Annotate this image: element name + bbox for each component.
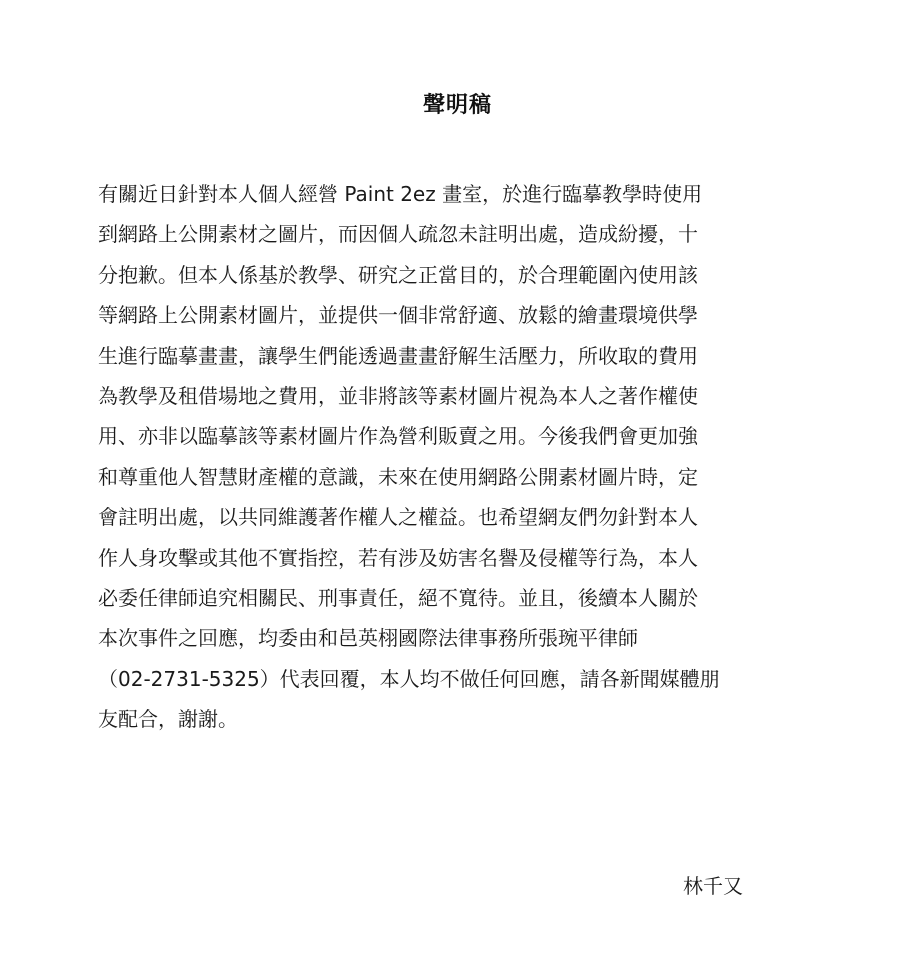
- body-line: 作人身攻擊或其他不實指控，若有涉及妨害名譽及侵權等行為，本人: [98, 545, 698, 570]
- statement-body: [98, 174, 833, 739]
- body-line: 會註明出處，以共同維護著作權人之權益。也希望網友們勿針對本人: [98, 505, 698, 530]
- body-line: （02-2731-5325）代表回覆，本人均不做任何回應，請各新聞媒體朋: [98, 666, 720, 691]
- body-line: 到網路上公開素材之圖片，而因個人疏忽未註明出處，造成紛擾，十: [98, 222, 698, 247]
- body-line: 等網路上公開素材圖片，並提供一個非常舒適、放鬆的繪畫環境供學: [98, 303, 698, 328]
- body-line: 生進行臨摹畫畫，讓學生們能透過畫畫舒解生活壓力，所收取的費用: [98, 343, 698, 368]
- document-title: 聲明稿: [422, 92, 492, 118]
- body-line: 為教學及租借場地之費用，並非將該等素材圖片視為本人之著作權使: [98, 383, 698, 408]
- body-line: 本次事件之回應，均委由和邑英栩國際法律事務所張琬平律師: [98, 626, 638, 651]
- body-line: 和尊重他人智慧財產權的意識，未來在使用網路公開素材圖片時，定: [98, 464, 698, 489]
- body-line: 分抱歉。但本人係基於教學、研究之正當目的，於合理範圍內使用該: [98, 262, 698, 287]
- body-line: 友配合，謝謝。: [98, 707, 238, 732]
- body-line: 用、亦非以臨摹該等素材圖片作為營利販賣之用。今後我們會更加強: [98, 424, 698, 449]
- body-line: 必委任律師追究相關民、刑事責任，絕不寬待。並且，後續本人關於: [98, 585, 698, 610]
- body-line: 有關近日針對本人個人經營 Paint 2ez 畫室，於進行臨摹教學時使用: [98, 182, 703, 206]
- signature-name: 林千又: [683, 874, 743, 898]
